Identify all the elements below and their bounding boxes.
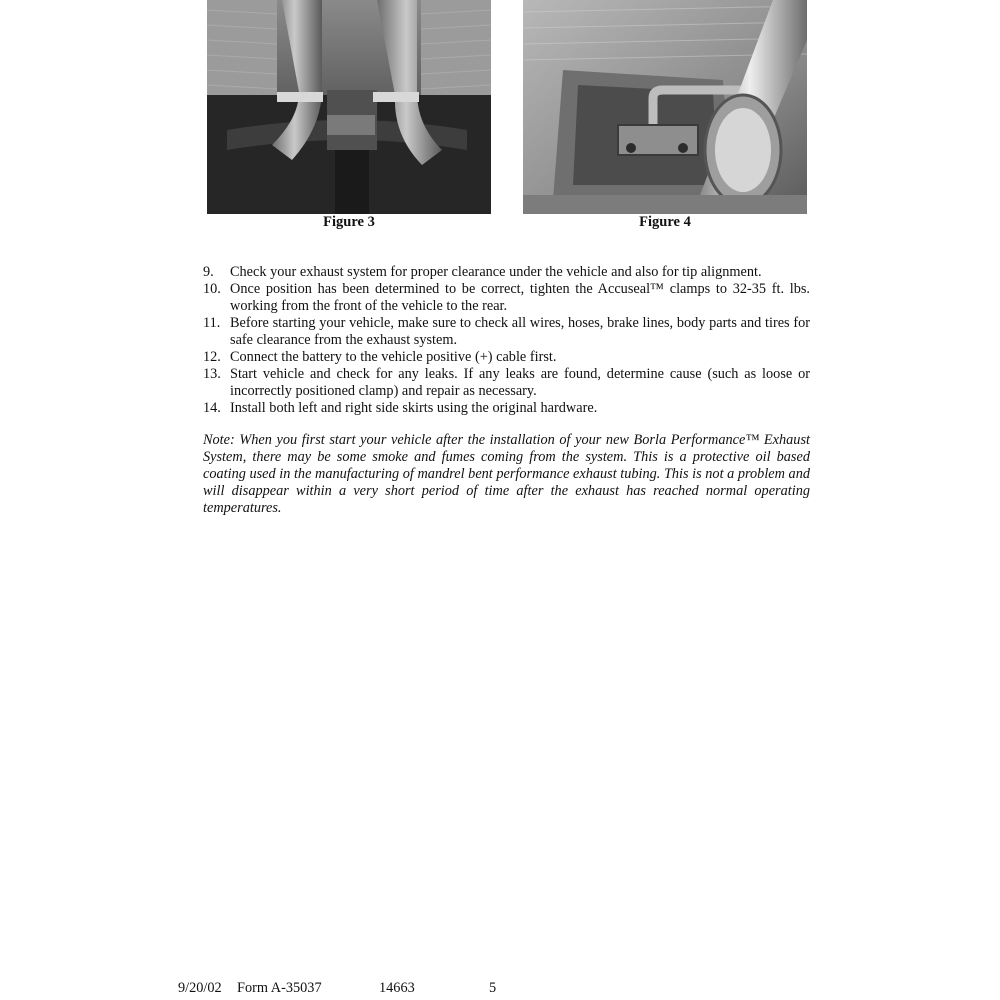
step-number: 13. [203,366,221,382]
step-number: 12. [203,349,221,365]
step-number: 10. [203,281,221,297]
step-number: 11. [203,315,221,331]
footer-part-code: 14663 [379,980,415,996]
instruction-step [203,264,810,281]
step-number: 9. [203,264,214,280]
step-text: Connect the battery to the vehicle positive (+) cable first. [230,349,557,365]
instruction-step [203,366,810,400]
step-text: Check your exhaust system for proper clearance under the vehicle and also for tip alignment. [230,264,762,280]
instruction-step [203,400,810,417]
step-text: Install both left and right side skirts using the original hardware. [230,400,598,416]
figure-4-photo [523,0,807,214]
footer-form-number: Form A-35037 [237,980,322,996]
step-number: 14. [203,400,221,416]
figure-4-caption: Figure 4 [639,214,691,230]
page-number: 5 [489,980,497,996]
step-text: Before starting your vehicle, make sure to check all wires, hoses, brake lines, body parts and tires for safe clearance from the exhaust system. [230,315,810,348]
figure-3-caption: Figure 3 [323,214,375,230]
instruction-steps-list [203,264,810,417]
instruction-step [203,281,810,315]
note-paragraph: Note: When you first start your vehicle after the installation of your new Borla Performance™ Exhaust System, there may be some smoke and fumes coming from the system. This is a protective oil based coating used in the manufacturing of mandrel bent performance exhaust tubing. This is not a problem and will disappear within a very short period of time after the exhaust has reached normal operating temperatures. [203,432,810,516]
instruction-step [203,315,810,349]
instruction-step [203,349,810,366]
step-text: Start vehicle and check for any leaks. If any leaks are found, determine cause (such as loose or incorrectly positioned clamp) and repair as necessary. [230,366,810,399]
figure-3-photo [207,0,491,214]
footer-date: 9/20/02 [178,980,222,996]
step-text: Once position has been determined to be correct, tighten the Accuseal™ clamps to 32-35 ft. lbs. working from the front of the vehicle to the rear. [230,281,810,314]
